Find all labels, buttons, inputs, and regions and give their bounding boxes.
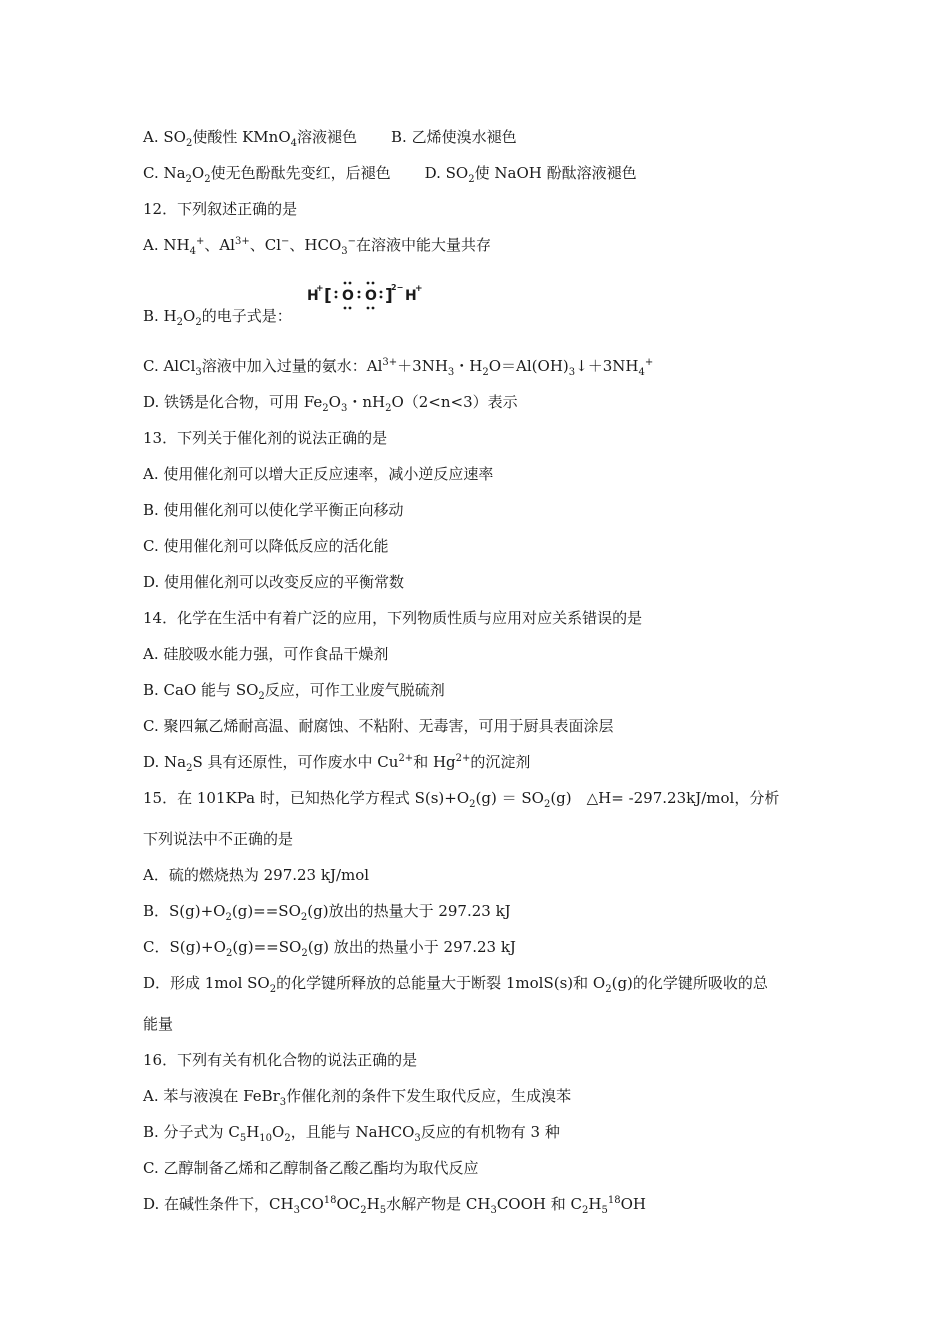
q14-option-c[interactable]: C. 聚四氟乙烯耐高温、耐腐蚀、不粘附、无毒害，可用于厨具表面涂层 xyxy=(143,717,614,735)
q11-options-cd xyxy=(143,163,637,183)
lewis-h-right: H xyxy=(405,288,417,304)
q12-stem: 12．下列叙述正确的是 xyxy=(143,200,298,218)
q14-option-d[interactable]: D. $Na_2S$ 具有还原性，可作废水中 $Cu^{2+}$和 $Hg^{2+}$的沉淀剂 xyxy=(143,753,531,774)
q11-option-d[interactable]: D. $SO_2$使 NaOH 酚酞溶液褪色 xyxy=(424,164,637,185)
q16-option-c[interactable]: C. 乙醇制备乙烯和乙醇制备乙酸乙酯均为取代反应 xyxy=(143,1159,479,1177)
q13-option-b[interactable]: B. 使用催化剂可以使化学平衡正向移动 xyxy=(143,501,404,519)
svg-text:]: ] xyxy=(385,286,393,306)
q12-option-a[interactable]: A. $NH_4^+$、$Al^{3+}$、Cl−、$HCO_3^-$在溶液中能大量共存 xyxy=(143,236,492,257)
lewis-plus-left: + xyxy=(316,284,324,294)
lewis-plus-right: + xyxy=(415,284,423,294)
q12-option-c[interactable]: C. AlCl$_3$溶液中加入过量的氨水：$Al^{3+}+3NH_3$・$H_2O=Al(OH)_3↓+3NH_4^+$ xyxy=(143,357,654,378)
q13-stem: 13．下列关于催化剂的说法正确的是 xyxy=(143,429,388,447)
q13-option-c[interactable]: C. 使用催化剂可以降低反应的活化能 xyxy=(143,537,389,555)
q14-option-a[interactable]: A. 硅胶吸水能力强，可作食品干燥剂 xyxy=(143,645,389,663)
q11-options-ab xyxy=(143,127,517,147)
svg-text:[: [ xyxy=(324,286,332,306)
lewis-o-1: O xyxy=(342,288,354,304)
lewis-charge: 2− xyxy=(391,283,404,292)
h2o2-lewis-structure xyxy=(305,276,430,312)
q12-option-d[interactable]: D. 铁锈是化合物，可用 $Fe_2O_3$・$nH_2O(2<n<3)$表示 xyxy=(143,393,518,414)
q16-stem: 16．下列有关有机化合物的说法正确的是 xyxy=(143,1051,418,1069)
q15-option-b[interactable]: B．$S(g)+O_2(g)==SO_2(g)$放出的热量大于 297.23 kJ xyxy=(143,902,511,923)
q14-stem: 14．化学在生活中有着广泛的应用，下列物质性质与应用对应关系错误的是 xyxy=(143,609,643,627)
q16-option-b[interactable]: B. 分子式为 $C_5H_{10}O_2$，且能与 NaHCO$_3$反应的有机物有 3 种 xyxy=(143,1123,560,1144)
q11-option-c[interactable]: C. $Na_2O_2$使无色酚酞先变红，后褪色 xyxy=(143,164,391,185)
q15-option-d[interactable]: D．形成 1mol $SO_2$的化学键所释放的总能量大于断裂 1molS(s)和 $O_2(g)$的化学键所吸收的总 xyxy=(143,974,768,995)
q12-option-b[interactable]: B. $H_2O_2$的电子式是： xyxy=(143,307,292,328)
q15-option-a[interactable]: A．硫的燃烧热为 297.23 kJ/mol xyxy=(143,866,370,884)
q16-option-d[interactable]: D. 在碱性条件下，$CH_3CO^{18}OC_2H_5$水解产物是 $CH_3COOH$ 和 $C_2H_5^{18}OH$ xyxy=(143,1195,646,1216)
q13-option-d[interactable]: D. 使用催化剂可以改变反应的平衡常数 xyxy=(143,573,405,591)
q11-option-b[interactable]: B. 乙烯使溴水褪色 xyxy=(391,128,517,146)
lewis-o-2: O xyxy=(365,288,377,304)
q15-stem-line-1: 15．在 101KPa 时，已知热化学方程式 $S(s)+O_2(g) = SO_2(g)$ △H= -297.23kJ/mol，分析 xyxy=(143,789,780,810)
q14-option-b[interactable]: B. CaO 能与 $SO_2$反应，可作工业废气脱硫剂 xyxy=(143,681,445,702)
q16-option-a[interactable]: A. 苯与液溴在 FeBr$_3$作催化剂的条件下发生取代反应，生成溴苯 xyxy=(143,1087,572,1108)
lewis-h-left: H xyxy=(307,288,319,304)
q15-option-d-continued: 能量 xyxy=(143,1015,174,1033)
q15-stem-line-2: 下列说法中不正确的是 xyxy=(143,830,294,848)
q15-option-c[interactable]: C．$S(g)+O_2(g)==SO_2(g)$ 放出的热量小于 297.23 kJ xyxy=(143,938,516,959)
q13-option-a[interactable]: A. 使用催化剂可以增大正反应速率，减小逆反应速率 xyxy=(143,465,494,483)
q11-option-a[interactable]: A. $SO_2$使酸性 KMnO$_4$溶液褪色 xyxy=(143,128,358,149)
